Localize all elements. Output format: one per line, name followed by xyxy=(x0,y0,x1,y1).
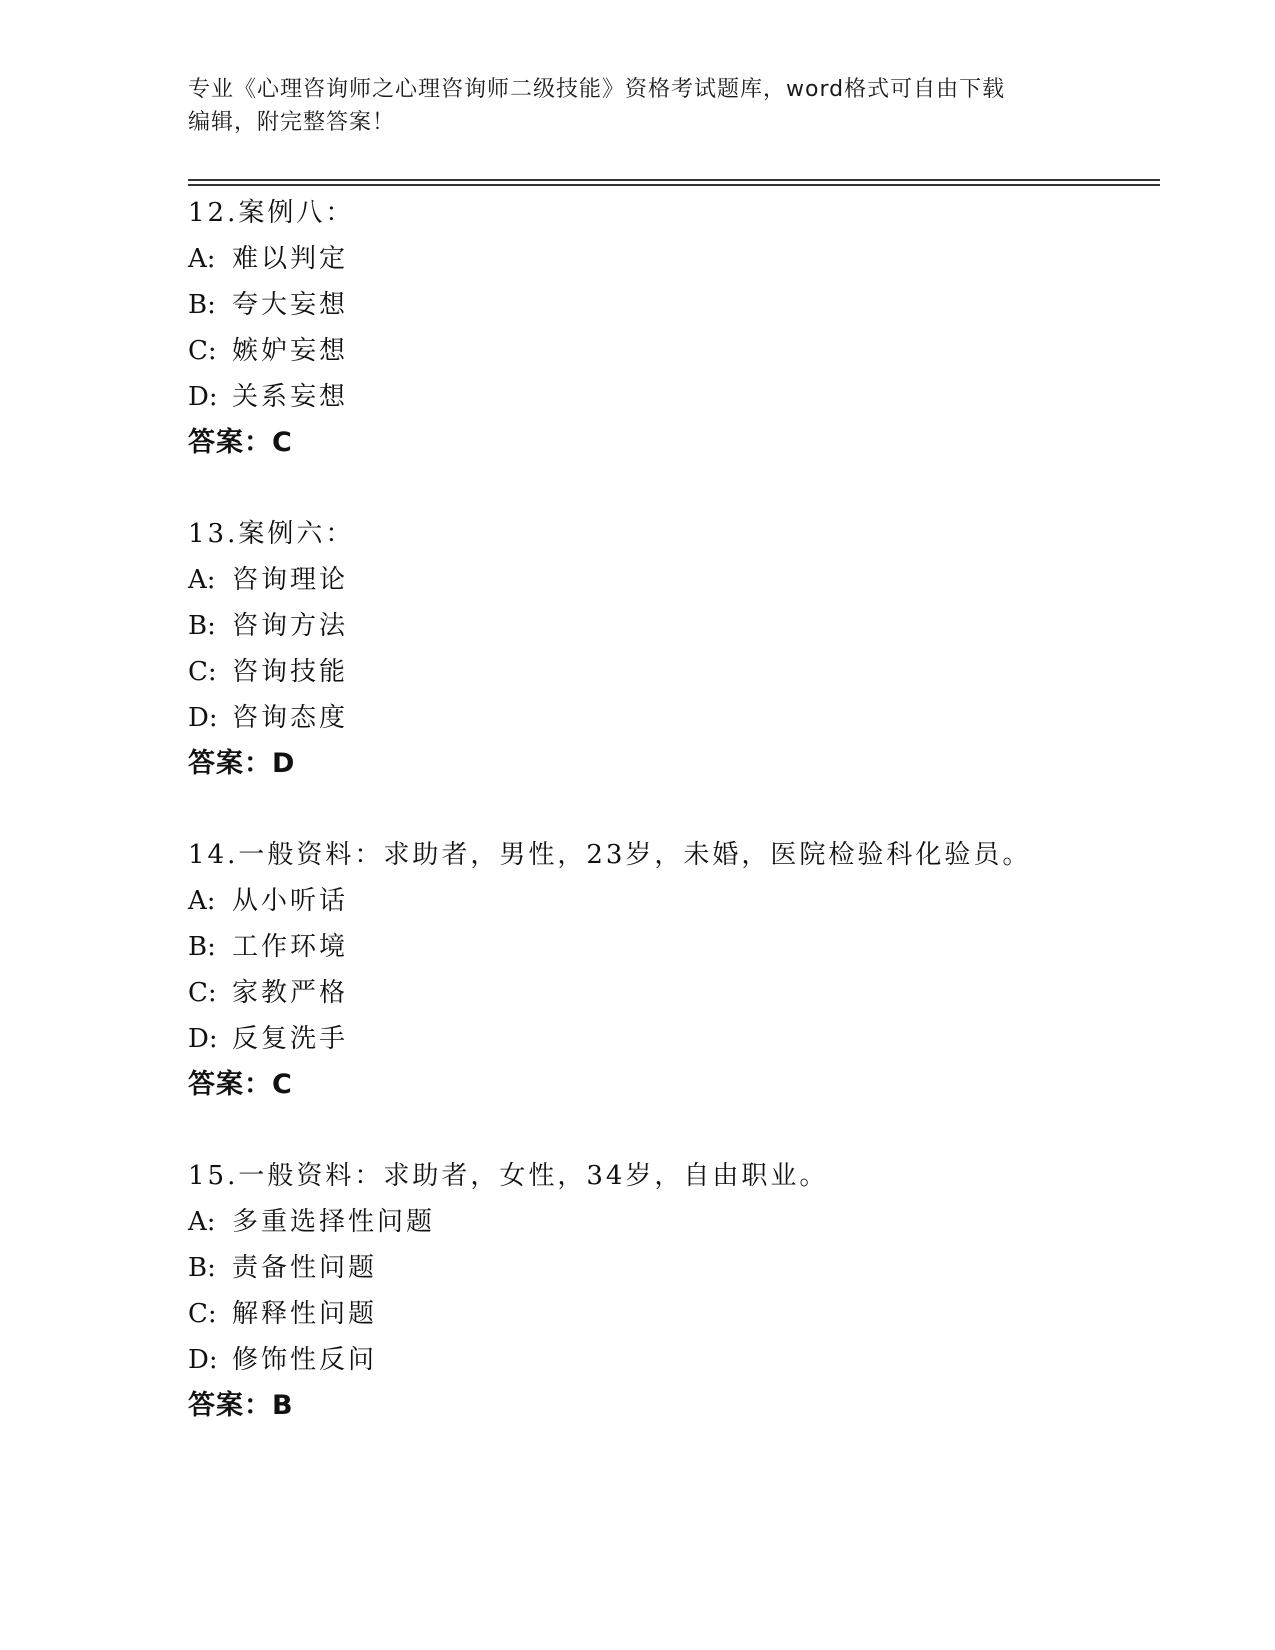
option-label: B: xyxy=(188,1253,216,1283)
option-label: D: xyxy=(188,1024,218,1054)
option-a xyxy=(188,878,1148,924)
answer-line: 答案：C xyxy=(188,427,293,458)
option-label: C: xyxy=(188,1299,217,1329)
answer-line: 答案：C xyxy=(188,1069,293,1100)
header-line-2: 编辑，附完整答案！ xyxy=(188,110,396,135)
option-label: A: xyxy=(188,244,216,274)
option-b xyxy=(188,603,1148,649)
option-label: D: xyxy=(188,1345,218,1375)
option-d xyxy=(188,374,1148,420)
option-text: 解释性问题 xyxy=(232,1299,378,1329)
option-label: C: xyxy=(188,336,217,366)
question-12 xyxy=(188,190,1148,466)
option-text: 咨询理论 xyxy=(232,565,349,595)
option-d xyxy=(188,1016,1148,1062)
question-stem: 15.一般资料：求助者，女性，34岁，自由职业。 xyxy=(188,1161,829,1191)
header-divider-bottom xyxy=(188,184,1160,186)
question-14 xyxy=(188,832,1148,1108)
option-a xyxy=(188,236,1148,282)
option-label: B: xyxy=(188,290,216,320)
question-13 xyxy=(188,511,1148,787)
header-line-1: 专业《心理咨询师之心理咨询师二级技能》资格考试题库，word格式可自由下载 xyxy=(188,77,1006,102)
question-stem: 14.一般资料：求助者，男性，23岁，未婚，医院检验科化验员。 xyxy=(188,840,1032,870)
option-b xyxy=(188,1245,1148,1291)
option-text: 责备性问题 xyxy=(232,1253,378,1283)
option-label: D: xyxy=(188,703,218,733)
option-label: C: xyxy=(188,978,217,1008)
option-label: A: xyxy=(188,886,216,916)
option-text: 嫉妒妄想 xyxy=(232,336,349,366)
option-a xyxy=(188,557,1148,603)
option-text: 家教严格 xyxy=(232,978,349,1008)
document-header xyxy=(188,73,1068,139)
option-text: 夸大妄想 xyxy=(232,290,349,320)
option-text: 咨询方法 xyxy=(232,611,349,641)
option-b xyxy=(188,282,1148,328)
option-a xyxy=(188,1199,1148,1245)
option-label: C: xyxy=(188,657,217,687)
answer-line: 答案：D xyxy=(188,748,296,779)
option-d xyxy=(188,1337,1148,1383)
option-text: 咨询态度 xyxy=(232,703,349,733)
option-label: D: xyxy=(188,382,218,412)
option-label: A: xyxy=(188,1207,216,1237)
question-15 xyxy=(188,1153,1148,1429)
question-stem: 13.案例六： xyxy=(188,519,355,549)
header-divider-top xyxy=(188,179,1160,181)
question-stem: 12.案例八： xyxy=(188,198,355,228)
answer-line: 答案：B xyxy=(188,1390,294,1421)
option-label: A: xyxy=(188,565,216,595)
question-list xyxy=(188,190,1148,1474)
option-label: B: xyxy=(188,932,216,962)
option-c xyxy=(188,328,1148,374)
option-text: 反复洗手 xyxy=(232,1024,349,1054)
option-c xyxy=(188,1291,1148,1337)
option-text: 从小听话 xyxy=(232,886,349,916)
option-c xyxy=(188,649,1148,695)
option-d xyxy=(188,695,1148,741)
option-text: 多重选择性问题 xyxy=(232,1207,436,1237)
option-text: 修饰性反问 xyxy=(232,1345,378,1375)
option-b xyxy=(188,924,1148,970)
option-text: 难以判定 xyxy=(232,244,349,274)
option-text: 关系妄想 xyxy=(232,382,349,412)
option-c xyxy=(188,970,1148,1016)
option-text: 咨询技能 xyxy=(232,657,349,687)
option-text: 工作环境 xyxy=(232,932,349,962)
option-label: B: xyxy=(188,611,216,641)
